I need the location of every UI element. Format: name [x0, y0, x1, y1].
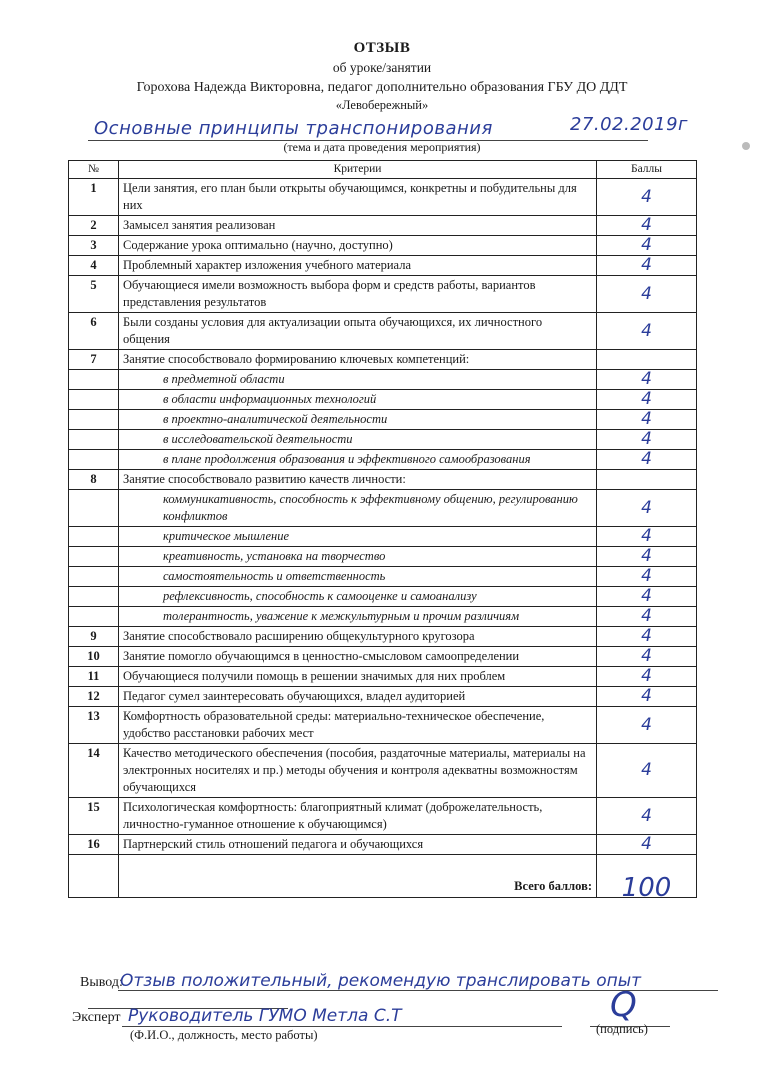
total-empty-cell: [69, 855, 119, 898]
table-row: [69, 490, 697, 527]
table-row: [69, 567, 697, 587]
sub-criterion: в области информационных технологий: [119, 390, 597, 410]
total-row: [69, 855, 697, 898]
criterion: Качество методического обеспечения (пособия, раздаточные материалы, материалы на электронных носителях и пр.) методы обучения и контроля адекватны возможностям обучающихся: [119, 744, 597, 798]
row-number: 4: [69, 256, 119, 276]
score-value: 4: [597, 527, 697, 547]
row-number: [69, 567, 119, 587]
score-value: 4: [597, 216, 697, 236]
criterion: Занятие способствовало расширению общекультурного кругозора: [119, 627, 597, 647]
conclusion-label: Вывод:: [80, 975, 123, 990]
row-number: 5: [69, 276, 119, 313]
table-row: [69, 647, 697, 667]
score-value: 4: [597, 835, 697, 855]
score-value: 4: [597, 744, 697, 798]
table-header-row: [69, 161, 697, 179]
sub-criterion: коммуникативность, способность к эффективному общению, регулированию конфликтов: [119, 490, 597, 527]
score-value: [597, 470, 697, 490]
criterion: Проблемный характер изложения учебного материала: [119, 256, 597, 276]
row-number: [69, 370, 119, 390]
table-row: [69, 547, 697, 567]
table-row: [69, 313, 697, 350]
score-value: 4: [597, 798, 697, 835]
row-number: 1: [69, 179, 119, 216]
row-number: [69, 430, 119, 450]
sub-criterion: в плане продолжения образования и эффективного самообразования: [119, 450, 597, 470]
score-value: 4: [597, 490, 697, 527]
total-value: 100: [597, 855, 697, 898]
expert-handwritten: Руководитель ГУМО Метла С.Т: [128, 1006, 402, 1026]
criterion: Цели занятия, его план были открыты обучающимся, конкретны и побудительны для них: [119, 179, 597, 216]
score-value: 4: [597, 430, 697, 450]
header-score: Баллы: [597, 161, 697, 179]
row-number: 15: [69, 798, 119, 835]
table-row: [69, 390, 697, 410]
sub-criterion: критическое мышление: [119, 527, 597, 547]
criterion: Комфортность образовательной среды: материально-техническое обеспечение, удобство расстановки рабочих мест: [119, 707, 597, 744]
row-number: [69, 490, 119, 527]
row-number: 10: [69, 647, 119, 667]
table-row: [69, 470, 697, 490]
conclusion-handwritten: Отзыв положительный, рекомендую транслировать опыт: [120, 971, 642, 991]
sub-criterion: рефлексивность, способность к самооценке и самоанализу: [119, 587, 597, 607]
score-value: 4: [597, 313, 697, 350]
score-value: 4: [597, 236, 697, 256]
score-value: 4: [597, 547, 697, 567]
table-row: [69, 216, 697, 236]
criterion: Занятие помогло обучающимся в ценностно-смысловом самоопределении: [119, 647, 597, 667]
table-row: [69, 410, 697, 430]
row-number: [69, 547, 119, 567]
row-number: [69, 527, 119, 547]
expert-label: Эксперт: [72, 1010, 121, 1025]
table-row: [69, 450, 697, 470]
table-body: [69, 179, 697, 855]
evaluation-table: [68, 160, 697, 903]
score-value: 4: [597, 256, 697, 276]
criterion: Партнерский стиль отношений педагога и обучающихся: [119, 835, 597, 855]
table-row: [69, 370, 697, 390]
score-value: 4: [597, 707, 697, 744]
row-number: [69, 390, 119, 410]
score-value: 4: [597, 276, 697, 313]
document-subtitle: об уроке/занятии: [332, 60, 432, 75]
topic-handwritten: Основные принципы транспонирования: [94, 118, 493, 139]
criterion: Были созданы условия для актуализации опыта обучающихся, их личностного общения: [119, 313, 597, 350]
table-row: [69, 350, 697, 370]
criterion: Занятие способствовало формированию ключевых компетенций:: [119, 350, 597, 370]
score-value: 4: [597, 667, 697, 687]
header-num: №: [69, 161, 119, 179]
row-number: 9: [69, 627, 119, 647]
table-row: [69, 587, 697, 607]
row-number: 2: [69, 216, 119, 236]
score-value: 4: [597, 587, 697, 607]
score-value: 4: [597, 450, 697, 470]
table-row: [69, 607, 697, 627]
scan-speck: [742, 142, 750, 150]
row-number: 6: [69, 313, 119, 350]
sub-criterion: в исследовательской деятельности: [119, 430, 597, 450]
score-value: 4: [597, 410, 697, 430]
expert-caption: (Ф.И.О., должность, место работы): [130, 1028, 318, 1042]
document-title: ОТЗЫВ: [353, 40, 411, 56]
teacher-info: Горохова Надежда Викторовна, педагог дополнительно образования ГБУ ДО ДДТ: [136, 80, 628, 95]
table-row: [69, 627, 697, 647]
table-row: [69, 798, 697, 835]
row-number: 3: [69, 236, 119, 256]
date-handwritten: 27.02.2019г: [569, 114, 688, 135]
expert-rule: [122, 1026, 562, 1027]
row-number: 16: [69, 835, 119, 855]
signature: Q: [610, 985, 637, 1025]
score-value: [597, 350, 697, 370]
criterion: Обучающиеся имели возможность выбора форм и средств работы, вариантов представления результатов: [119, 276, 597, 313]
criterion: Обучающиеся получили помощь в решении значимых для них проблем: [119, 667, 597, 687]
table-row: [69, 687, 697, 707]
criterion: Педагог сумел заинтересовать обучающихся, владел аудиторией: [119, 687, 597, 707]
criterion: Содержание урока оптимально (научно, доступно): [119, 236, 597, 256]
criterion: Психологическая комфортность: благоприятный климат (доброжелательность, личностно-гуманное отношение к обучающимся): [119, 798, 597, 835]
row-number: [69, 607, 119, 627]
table-row: [69, 527, 697, 547]
sub-criterion: креативность, установка на творчество: [119, 547, 597, 567]
row-number: [69, 450, 119, 470]
table-row: [69, 835, 697, 855]
score-value: 4: [597, 390, 697, 410]
sub-criterion: толерантность, уважение к межкультурным и прочим различиям: [119, 607, 597, 627]
table-row: [69, 179, 697, 216]
score-value: 4: [597, 647, 697, 667]
row-number: 13: [69, 707, 119, 744]
row-number: 14: [69, 744, 119, 798]
organization-name: «Левобережный»: [335, 98, 429, 112]
row-number: 11: [69, 667, 119, 687]
score-value: 4: [597, 179, 697, 216]
total-label: Всего баллов:: [119, 855, 597, 898]
table-row: [69, 236, 697, 256]
table-row: [69, 430, 697, 450]
score-value: 4: [597, 627, 697, 647]
score-value: 4: [597, 370, 697, 390]
sub-criterion: самостоятельность и ответственность: [119, 567, 597, 587]
table-row: [69, 276, 697, 313]
table-row: [69, 707, 697, 744]
score-value: 4: [597, 607, 697, 627]
row-number: [69, 587, 119, 607]
signature-caption: (подпись): [596, 1022, 648, 1036]
criterion: Занятие способствовало развитию качеств личности:: [119, 470, 597, 490]
row-number: 7: [69, 350, 119, 370]
table-row: [69, 744, 697, 798]
table-row: [69, 256, 697, 276]
sub-criterion: в проектно-аналитической деятельности: [119, 410, 597, 430]
score-value: 4: [597, 687, 697, 707]
row-number: [69, 410, 119, 430]
row-number: 12: [69, 687, 119, 707]
criterion: Замысел занятия реализован: [119, 216, 597, 236]
topic-field: [88, 114, 688, 141]
topic-caption: (тема и дата проведения мероприятия): [283, 140, 481, 154]
header-criteria: Критерии: [119, 161, 597, 179]
table-row: [69, 667, 697, 687]
score-value: 4: [597, 567, 697, 587]
sub-criterion: в предметной области: [119, 370, 597, 390]
row-number: 8: [69, 470, 119, 490]
